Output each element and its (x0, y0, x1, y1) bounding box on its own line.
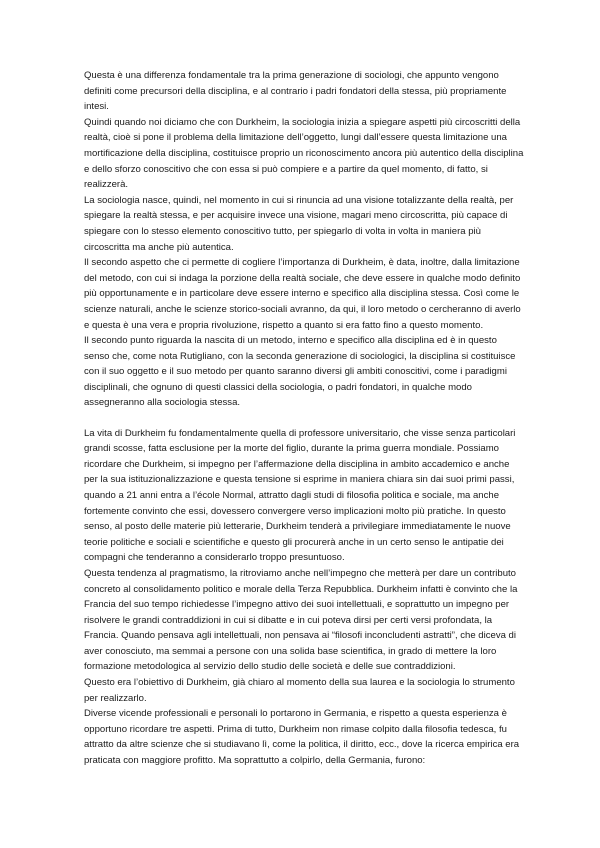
paragraph-method-limitation: Il secondo aspetto che ci permette di cogliere l’importanza di Durkheim, è data, inoltre, dalla limitazione del metodo, con cui si indaga la porzione della realtà sociale, che deve essere in qualche modo definito più opportunamente e in particolare deve essere interno e specifico alla disciplina stessa. Così come le scienze naturali, anche le scienze storico-sociali avranno, da qui, il loro metodo o cercheranno di averlo e questa è una vera e propria rivoluzione, rispetto a quanto si era fatto fino a questo momento. (84, 257, 521, 331)
paragraph-birth-of-sociology: La sociologia nasce, quindi, nel momento in cui si rinuncia ad una visione totalizzante della realtà, per spiegare la realtà stessa, e per acquisire invece una visione, magari meno circoscritta, più capace di spiegare con lo stesso elemento conoscitivo tutto, per spiegarlo di volta in volta in maniera più circoscritta ma anche più autentica. (84, 194, 514, 253)
paragraph-object-limitation: Quindi quando noi diciamo che con Durkheim, la sociologia inizia a spiegare aspetti più circoscritti della realtà, cioè si pone il problema della limitazione dell’oggetto, lungi dall’essere questa limitazione una mortificazione della disciplina, costituisce proprio un riconoscimento ancora più autentico della disciplina e dello sforzo conoscitivo che con essa si può compiere e a partire da quel momento, di fatto, si realizzerà. (84, 116, 524, 191)
paragraph-durkheim-life: La vita di Durkheim fu fondamentalmente quella di professore universitario, che visse senza particolari grandi scosse, fatta esclusione per la morte del figlio, durante la prima guerra mondiale. Possiamo ricordare che Durkheim, si impegno per l’affermazione della disciplina in ambito accademico e anche per la sua istituzionalizzazione e questa tensione si esprime in maniera chiara sin dai suoi primi passi, quando a 21 anni entra a l’école Normal, attratto dagli studi di filosofia politica e sociale, ma anche fortemente convinto che essi, dovessero convergere verso implicazioni molto più pratiche. In questo senso, al posto delle materie più letterarie, Durkheim tenderà a privilegiare immediatamente le nuove teorie politiche e sociali e scientifiche e questo gli procurerà anche in un certo senso le antipatie dei compagni che tenderanno a considerarlo troppo presuntuoso. (84, 427, 516, 564)
paragraph-difference-generations: Questa è una differenza fondamentale tra la prima generazione di sociologi, che appunto vengono definiti come precursori della disciplina, e al contrario i padri fondatori della stessa, più propriamente intesi. (84, 70, 507, 113)
paragraph-pragmatism: Questa tendenza al pragmatismo, la ritroviamo anche nell’impegno che metterà per dare un contributo concreto al consolidamento politico e morale della Terza Repubblica. Durkheim infatti è convinto che la Francia del suo tempo richiedesse l’impegno attivo dei suoi intellettuali, e soprattutto un impegno per risolvere le grandi contraddizioni in cui si dibatte e in cui poteva dirsi per certi versi profondata, la Francia. Quando pensava agli intellettuali, non pensava ai “filosofi inconcludenti astratti”, che diceva di aver conosciuto, ma semmai a persone con una solida base scientifica, in grado di mettere la loro formazione metodologica al servizio dello studio delle società e delle sue contraddizioni. (84, 567, 518, 673)
paragraph-germany: Diverse vicende professionali e personali lo portarono in Germania, e rispetto a questa esperienza è opportuno ricordare tre aspetti. Prima di tutto, Durkheim non rimase colpito dalla filosofia tedesca, fu attratto da altre scienze che si studiavano lì, come la politica, il diritto, ecc., dove la ricerca empirica era praticata con maggiore profitto. Ma soprattutto a colpirlo, della Germania, furono: (84, 708, 520, 767)
document-body (84, 68, 524, 769)
paragraph-birth-of-method: Il secondo punto riguarda la nascita di un metodo, interno e specifico alla disciplina ed è in questo senso che, come nota Rutigliano, con la seconda generazione di sociologici, la disciplina si costituisce con il suo oggetto e il suo metodo per quanto saranno diversi gli ambiti conoscitivi, come i paradigmi disciplinali, che ognuno di questi classici della sociologia, o padri fondatori, in qualche modo assegneranno alla sociologia stessa. (84, 335, 516, 409)
paragraph-durkheim-goal: Questo era l’obiettivo di Durkheim, già chiaro al momento della sua laurea e la sociologia lo strumento per realizzarlo. (84, 677, 515, 704)
